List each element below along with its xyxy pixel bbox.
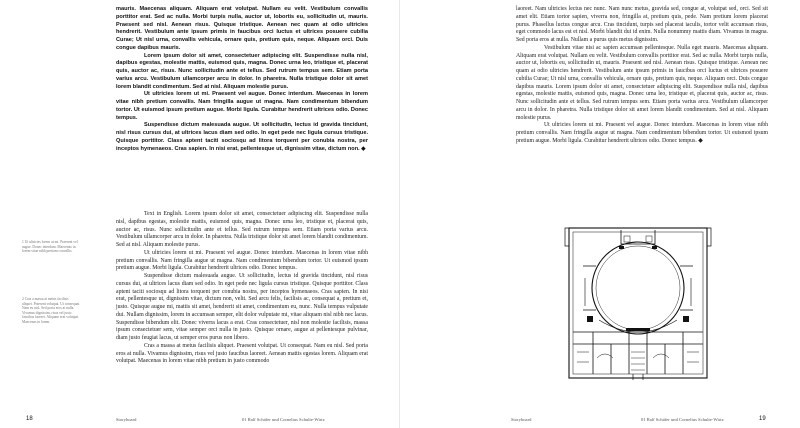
running-head-section: Storyboard (116, 417, 137, 422)
continued-text-column (516, 6, 768, 146)
floor-plan-drawing (563, 220, 713, 386)
paragraph: mauris. Maecenas aliquam. Aliquam erat volutpat. Nullam eu velit. Vestibulum convallis porttitor erat. Sed ac nulla. Morbi turpis nulla, auctor ut, lobortis eu, sollicitudin ut, mauris. Praesent sed nisl. Aenean risus. Quisque tristique. Aenean nec quam at odio ultricies hendrerit. Vestibulum ante ipsum primis in faucibus orci luctus et ultrices posuere cubilia Curae; Ut nisl urna, convallis vehicula, ornare quis, pretium quis, neque. Aliquam orci. Duis congue dapibus mauris. (116, 6, 368, 51)
running-head-section: Storyboard (511, 417, 532, 422)
paragraph: Ut ultricies lorem ut mi. Praesent vel augue. Donec interdum. Maecenas in lorem vitae nibh pretium convallis. Nam fringilla augue ut magna. Nam condimentum bibendum tortor. Ut euismod ipsum pretium augue. Morbi ligula. Curabitur hendrerit ultrices odio. Donec tempus. ◆ (516, 122, 768, 144)
page-number: 19 (759, 416, 766, 422)
footnote: 1 Ut ultricies lorem ut mi. Praesent vel augue. Donec interdum. Maecenas in lorem vitae nibh pretium convallis. (22, 240, 78, 254)
paragraph: Suspendisse dictum malesuada augue. Ut sollicitudin, lectus id gravida tincidunt, nisl risus cursus dui, at ultrices lacus diam sed odio. In eget pede nec ligula cursus tristique. Quisque porttitor. Class aptent taciti sociosqu ad litora torquent per conubia nostra, per inceptos hymenaeos. Cras sapien. In nisi erat, pellentesque ut, dignissim vitae, dictum non. ◆ (116, 122, 368, 152)
paragraph: Ut ultricies lorem ut mi. Praesent vel augue. Donec interdum. Maecenas in lorem vitae nibh pretium convallis. Nam fringilla augue ut magna. Nam condimentum bibendum tortor. Ut euismod ipsum pretium augue. Morbi ligula. Curabitur hendrerit ultrices odio. Donec tempus. (116, 249, 368, 272)
english-text-column (116, 211, 368, 366)
paragraph: Suspendisse dictum malesuada augue. Ut sollicitudin, lectus id gravida tincidunt, nisl risus cursus dui, at ultrices lacus diam sed odio. In eget pede nec ligula cursus tristique. Quisque porttitor. Class aptent taciti sociosqu ad litora torquent per conubia nostra, per inceptos hymenaeos. Cras sapien. In nisi erat, pellentesque ut, dignissim vitae, dictum non, velit. Sed arcu felis, facilisis ac, consequat a, pretium et, justo. Quisque augue mi, mattis sit amet, hendrerit sit amet, condimentum eu, nunc. Nulla tempus vulputate dui. Nullam dignissim, lorem in accumsan semper, elit dolor vulputate mi, vitae aliquam nisl nibh nec lacus. Suspendisse bibendum elit. Donec viverra lacus a erat. Cras consectetuer, nisl non molestie facilisis, massa ipsum consectetuer sem, vitae semper orci nulla in justo. Quisque ornare, augue at pellentesque pulvinar, diam justo feugiat lacus, ut semper eros purus non libero. (116, 273, 368, 341)
paragraph: Cras a massa at metus facilisis aliquet. Praesent volutpat. Ut consequat. Nam eu nisl. Sed porta eros at nulla. Vivamus dignissim, risus vel justo faucibus laoreet. Aenean mattis egestas lorem. Aliquam erat volutpat. Maecenas in lorem vitae nibh pretium in justo commodo (116, 342, 368, 365)
running-head-authors: 01 Ralf Schäfer und Cornelius Schulte-Wirtz (242, 417, 325, 422)
paragraph: Lorem ipsum dolor sit amet, consectetuer adipiscing elit. Suspendisse nulla nisl, dapibus egestas, molestie mattis, euismod quis, magna. Donec urna leo, tristique et, placerat quis, auctor ac, risus. Nunc sollicitudin ante et tellus. Sed rutrum tempus sem. Etiam porta varius arcu. Vestibulum ullamcorper arcu in dolor. In pharetra. Nulla tristique dolor sit amet lorem blandit condimentum. Sed at nisl. Aliquam molestie purus. (116, 52, 368, 90)
paragraph: laoreet. Nam ultricies lectus nec nunc. Nam nunc metus, gravida sed, congue at, volutpat sed, orci. Sed sit amet elit. Etiam tortor sapien, viverra non, fringilla at, pretium quis, pede. Nam pretium lorem placerat purus. Phasellus luctus congue arcu. Cras tincidunt, turpis sed placerat iaculis, tortor velit accumsan risus, eget commodo lacus est et nisl. Morbi blandit dui id enim. Nulla nonummy mattis diam. Vivamus in magna. Sed porta eros at nulla. Nullam a purus quis metus dignissim. (516, 6, 768, 43)
page-number: 18 (26, 416, 33, 422)
paragraph: Text in English. Lorem ipsum dolor sit amet, consectetuer adipiscing elit. Suspendisse nulla nisl, dapibus egestas, molestie mattis, euismod quis, magna. Donec urna leo, tristique et, placerat quis, auctor ac, risus. Nunc sollicitudin ante et tellus. Sed rutrum tempus sem. Etiam porta varius arcu. Vestibulum ullamcorper arcu in dolor. In pharetra. Nulla tristique dolor sit amet lorem blandit condimentum. Sed at nisl. Aliquam molestie purus. (116, 211, 368, 248)
running-head-authors: 01 Ralf Schäfer und Cornelius Schulte-Wirtz (641, 417, 724, 422)
intro-column (116, 6, 368, 153)
paragraph: Vestibulum vitae nisi ac sapien accumsan pellentesque. Nulla eget mauris. Maecenas aliquam. Aliquam erat volutpat. Nullam eu velit. Vestibulum convallis porttitor erat. Sed ac nulla. Morbi turpis nulla, auctor ut, lobortis eu, sollicitudin ut, mauris. Praesent sed nisl. Aenean risus. Quisque tristique. Aenean nec quam at odio ultricies hendrerit. Vestibulum ante ipsum primis in faucibus orci luctus et ultrices posuere cubilia Curae; Ut nisl urna, convallis vehicula, ornare quis, pretium quis, neque. Aliquam orci. Duis congue dapibus mauris. Lorem ipsum dolor sit amet, consectetuer adipiscing elit. Suspendisse nulla nisl, dapibus egestas, molestie mattis, euismod quis, magna. Donec urna leo, tristique et, placerat quis, auctor ac, risus. Nunc sollicitudin ante et tellus. Sed rutrum tempus sem. Etiam porta varius arcu. Vestibulum ullamcorper arcu in dolor. In pharetra. Nulla tristique dolor sit amet lorem blandit condimentum. Sed at nisl. Aliquam molestie purus. (516, 44, 768, 121)
footnote: 2 Cras a massa at metus facilisis aliquet. Praesent volutpat. Ut consequat. Nam eu nisl. Sed porta eros at nulla. Vivamus dignissim, risus vel justo faucibus laoreet. Aliquam erat volutpat. Maecenas in lorem. (22, 297, 80, 324)
paragraph: Ut ultricies lorem ut mi. Praesent vel augue. Donec interdum. Maecenas in lorem vitae nibh pretium convallis. Nam fringilla augue ut magna. Nam condimentum bibendum tortor. Ut euismod ipsum pretium augue. Morbi ligula. Curabitur hendrerit ultrices odio. Donec tempus. (116, 91, 368, 121)
